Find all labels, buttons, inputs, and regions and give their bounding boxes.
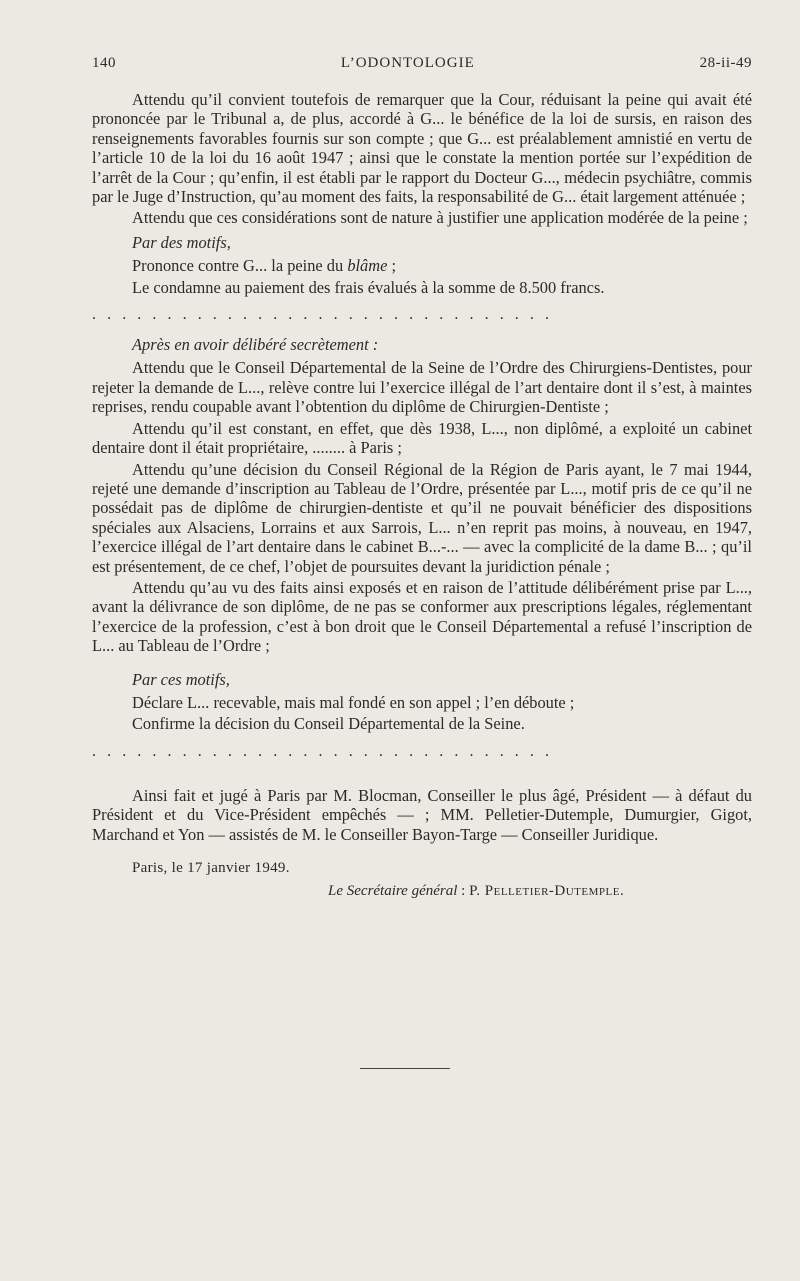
signature-separator: : [461, 883, 466, 899]
blame-emphasis: blâme [347, 256, 388, 276]
prononce-end: ; [391, 256, 397, 276]
page-header [92, 55, 752, 72]
motifs-heading: Par des motifs, [132, 232, 231, 252]
paragraph-attendu-2: Attendu que ces considérations sont de nature à justifier une application modérée de la peine ; [132, 208, 748, 228]
dotted-separator: ............................... [92, 306, 561, 324]
prononce-line [92, 256, 752, 275]
paragraph-closing: Ainsi fait et jugé à Paris par M. Blocman, Conseiller le plus âgé, Président — à défaut du Président et du Vice-Président empêchés — ; MM. Pelletier-Dutemple, Dumurgier, Gigot, Marchand et Yon — assistés de M. le Conseiller Bayon-Targe — Conseiller Juridique. [92, 785, 752, 844]
document-page [92, 55, 752, 900]
signature-line [328, 883, 752, 900]
signature-name: P. Pelletier-Dutemple. [469, 883, 625, 899]
date-line: Paris, le 17 janvier 1949. [132, 860, 290, 876]
journal-title: L’ODONTOLOGIE [340, 55, 475, 71]
paragraph-attendu-6: Attendu qu’au vu des faits ainsi exposés et en raison de l’attitude délibérément prise par L..., avant la délivrance de son diplôme, de ne pas se conformer aux prescriptions légales, réglementant l’exercice de la profession, c’est à bon droit que le Conseil Départemental a refusé l’inscription de L... au Tableau de l’Ordre ; [92, 577, 752, 656]
paragraph-attendu-4: Attendu qu’il est constant, en effet, que dès 1938, L..., non diplômé, a exploité un cabinet dentaire dont il était propriétaire, ........ à Paris ; [92, 418, 752, 458]
end-rule [360, 1068, 450, 1069]
condamne-line: Le condamne au paiement des frais évalués à la somme de 8.500 francs. [132, 277, 605, 297]
prononce-text: Prononce contre G... la peine du [132, 256, 344, 276]
deliberation-heading: Après en avoir délibéré secrètement : [132, 335, 379, 355]
declare-line: Déclare L... recevable, mais mal fondé en son appel ; l’en déboute ; [132, 692, 575, 712]
paragraph-attendu-5: Attendu qu’une décision du Conseil Régional de la Région de Paris ayant, le 7 mai 1944, rejeté une demande d’inscription au Tableau de l’Ordre, présentée par L..., motif pris de ce qu’il ne possédait pas de diplôme de chirurgien-dentiste et qu’il ne pouvait bénéficier des dispositions spéciales aux Alsaciens, Lorrains et aux Sarrois, L... n’en reprit pas moins, à nouveau, en 1947, l’exercice illégal de l’art dentaire dans le cabinet B...-... — avec la complicité de la dame B... ; qu’il est présentement, de ce chef, l’objet de poursuites devant la juridiction pénale ; [92, 459, 752, 576]
paragraph-attendu-1: Attendu qu’il convient toutefois de remarquer que la Cour, réduisant la peine qui avait été prononcée par le Tribunal a, de plus, accordé à G... le bénéfice de la loi de sursis, en raison des renseignements favorables fournis sur son compte ; que G... est préalablement amnistié en vertu de l’article 10 de la loi du 16 août 1947 ; ainsi que le constate la mention portée sur l’expédition de l’arrêt de la Cour ; qu’enfin, il est établi par le rapport du Docteur G..., médecin psychiâtre, commis par le Juge d’Instruction, qu’au moment des faits, la responsabilité de G... était largement atténuée ; [92, 90, 752, 207]
paragraph-attendu-3: Attendu que le Conseil Départemental de la Seine de l’Ordre des Chirurgiens-Dentistes, pour rejeter la demande de L..., relève contre lui l’exercice illégal de l’art dentaire dont il s’est, à maintes reprises, rendu coupable avant l’obtention du diplôme de Chirurgien-Dentiste ; [92, 358, 752, 417]
page-number: 140 [92, 55, 116, 71]
issue-date: 28-ii-49 [699, 55, 752, 71]
dotted-separator-2: ............................... [92, 742, 561, 760]
signature-title: Le Secrétaire général [328, 883, 458, 899]
confirme-line: Confirme la décision du Conseil Départemental de la Seine. [132, 714, 525, 734]
motifs-heading-2: Par ces motifs, [132, 669, 230, 689]
